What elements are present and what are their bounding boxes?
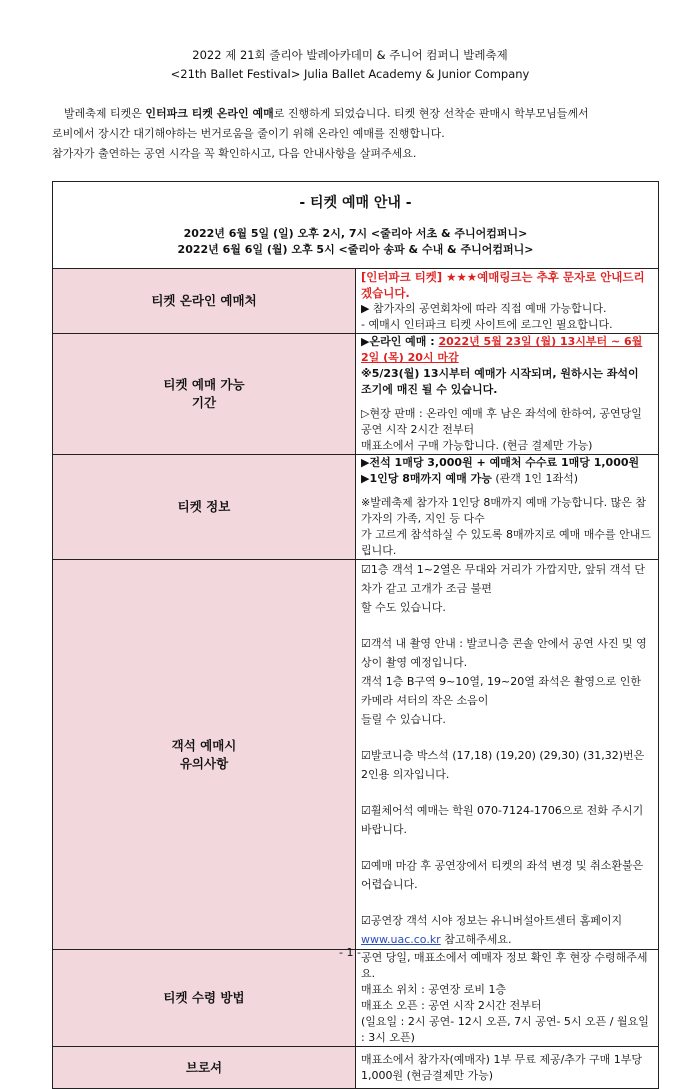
online-line: - 예매시 인터파크 티켓 사이트에 로그인 필요합니다. xyxy=(361,318,613,331)
page-number: - 1 - xyxy=(339,946,361,959)
label-line: 유의사항 xyxy=(179,755,229,771)
table-row xyxy=(53,334,659,455)
label-line: 기간 xyxy=(191,395,217,410)
document-title: 2022 제 21회 줄리아 발레아카데미 & 주니어 컴퍼니 발레축제 xyxy=(192,48,508,62)
table-row xyxy=(53,1047,659,1089)
table-header xyxy=(53,182,659,269)
period-online-line xyxy=(361,334,653,366)
seat-note: ☑휠체어석 예매는 학원 070-7124-1706으로 전화 주시기 바랍니다. xyxy=(361,804,644,836)
pickup-line: 매표소 위치 : 공연장 로비 1층 xyxy=(361,983,507,996)
seat-note: 할 수도 있습니다. xyxy=(361,601,446,614)
info-note: 가 고르게 참석하실 수 있도록 8매까지로 예매 매수를 안내드립니다. xyxy=(361,528,651,557)
table-row xyxy=(53,455,659,560)
period-onsite-line: 매표소에서 구매 가능합니다. (현금 결제만 가능) xyxy=(361,439,593,452)
online-red-line: [인터파크 티켓] ★★★예매링크는 추후 문자로 안내드리겠습니다. xyxy=(361,270,645,300)
info-limit: ▶1인당 8매까지 예매 가능 xyxy=(361,472,492,485)
uac-website-link[interactable]: www.uac.co.kr xyxy=(361,933,441,946)
table-row xyxy=(53,269,659,334)
row-content-info xyxy=(356,455,659,560)
info-note: ※발레축제 참가자 1인당 8매까지 예매 가능합니다. 많은 참가자의 가족, 지인 등 다수 xyxy=(361,496,646,525)
period-note: ※5/23(월) 13시부터 예매가 시작되며, 원하시는 좌석이 조기에 매진 될 수 있습니다. xyxy=(361,367,639,396)
intro-bold-text: 인터파크 티켓 온라인 예매 xyxy=(145,107,274,120)
table-row xyxy=(53,950,659,1047)
table-header-row xyxy=(53,182,659,269)
performance-date-1: 2022년 6월 5일 (일) 오후 2시, 7시 <줄리아 서초 & 주니어컴퍼니> xyxy=(183,227,528,240)
seat-note-text: ☑공연장 객석 시야 정보는 유니버설아트센터 홈페이지 xyxy=(361,914,623,927)
period-onsite-line: ▷현장 판매 : 온라인 예매 후 남은 좌석에 한하여, 공연당일 공연 시작 2시간 전부터 xyxy=(361,407,642,436)
intro-text: 로 진행하게 되었습니다. 티켓 현장 선착순 판매시 학부모님들께서 xyxy=(273,107,589,120)
label-line: 객석 예매시 xyxy=(171,737,237,753)
seat-note xyxy=(361,911,653,949)
pickup-line: (일요일 : 2시 공연- 12시 오픈, 7시 공연- 5시 오픈 / 월요일 : 3시 오픈) xyxy=(361,1015,649,1044)
period-online-prefix: ▶온라인 예매 : xyxy=(361,335,439,348)
seat-note: ☑발코니층 박스석 (17,18) (19,20) (29,30) (31,32)번은 2인용 의자입니다. xyxy=(361,749,645,781)
pickup-line: 매표소 오픈 : 공연 시작 2시간 전부터 xyxy=(361,999,542,1012)
document-subtitle: <21th Ballet Festival> Julia Ballet Academy & Junior Company xyxy=(170,67,530,81)
row-content-seats xyxy=(356,560,659,950)
row-label-online: 티켓 온라인 예매처 xyxy=(53,269,356,334)
row-label-info: 티켓 정보 xyxy=(53,455,356,560)
brochure-line: 매표소에서 참가자(예매자) 1부 무료 제공/추가 구매 1부당 1,000원 (현금결제만 가능) xyxy=(361,1052,643,1082)
seat-note-text: 참고해주세요. xyxy=(440,933,512,946)
row-content-online xyxy=(356,269,659,334)
label-line: 티켓 예매 가능 xyxy=(163,377,245,392)
intro-paragraph xyxy=(52,104,662,164)
row-label-seats xyxy=(53,560,356,950)
seat-note: ☑예매 마감 후 공연장에서 티켓의 좌석 변경 및 취소환불은 어렵습니다. xyxy=(361,859,644,891)
intro-line: 로비에서 장시간 대기해야하는 번거로움을 줄이기 위해 온라인 예매를 진행합니다. xyxy=(52,127,445,140)
online-line: ▶ 참가자의 공연회차에 따라 직접 예매 가능합니다. xyxy=(361,302,607,315)
seat-note: 들릴 수 있습니다. xyxy=(361,713,446,726)
pickup-line: 공연 당일, 매표소에서 예매자 정보 확인 후 현장 수령해주세요. xyxy=(361,951,648,980)
performance-date-2: 2022년 6월 6일 (월) 오후 5시 <줄리아 송파 & 수내 & 주니어컴퍼니> xyxy=(177,243,534,256)
row-label-pickup: 티켓 수령 방법 xyxy=(53,950,356,1047)
row-content-pickup xyxy=(356,950,659,1047)
table-title: - 티켓 예매 안내 - xyxy=(299,195,412,211)
seat-note: ☑객석 내 촬영 안내 : 발코니층 콘솔 안에서 공연 사진 및 영상이 촬영 예정입니다. xyxy=(361,637,647,669)
row-label-period xyxy=(53,334,356,455)
period-online-dates: 2022년 5월 23일 (월) 13시부터 ~ 6월 2일 (목) 20시 마감 xyxy=(361,335,643,364)
seat-note: 객석 1층 B구역 9~10열, 19~20열 좌석은 촬영으로 인한 카메라 셔터의 작은 소음이 xyxy=(361,675,641,707)
info-limit-note: (관객 1인 1좌석) xyxy=(491,472,579,485)
row-content-period xyxy=(356,334,659,455)
seat-note: ☑1층 객석 1~2열은 무대와 거리가 가깝지만, 앞뒤 객석 단차가 같고 고개가 조금 불편 xyxy=(361,563,646,595)
info-price: ▶전석 1매당 3,000원 + 예매처 수수료 1매당 1,000원 xyxy=(361,456,640,469)
intro-line: 참가자가 출연하는 공연 시각을 꼭 확인하시고, 다음 안내사항을 살펴주세요. xyxy=(52,147,417,160)
intro-text: 발레축제 티켓은 xyxy=(64,107,146,120)
row-label-brochure: 브로셔 xyxy=(53,1047,356,1089)
table-row xyxy=(53,560,659,950)
row-content-brochure xyxy=(356,1047,659,1089)
